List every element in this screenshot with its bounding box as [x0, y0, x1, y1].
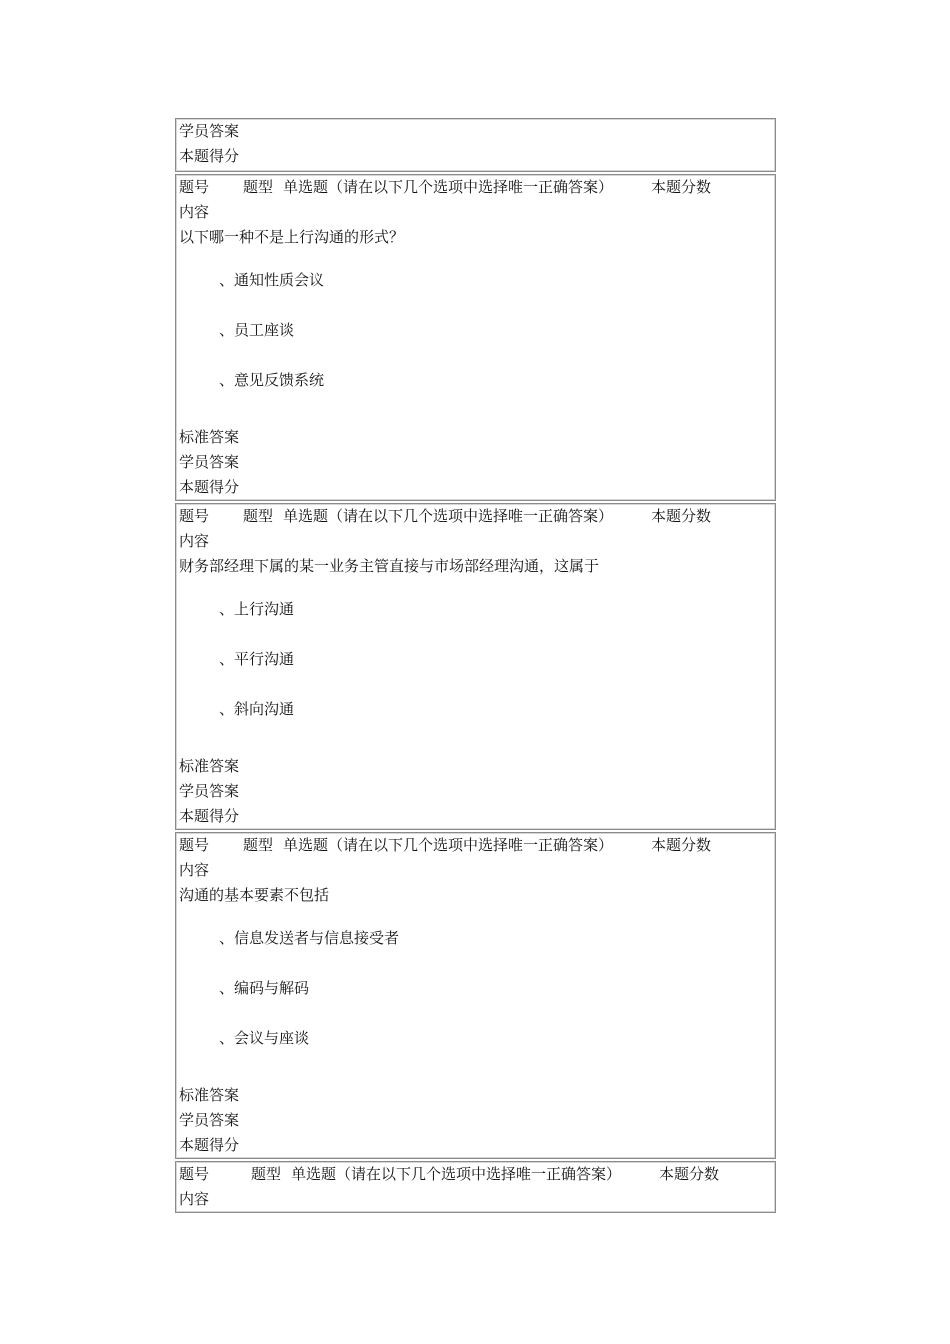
option-3: 、会议与座谈: [219, 1029, 310, 1047]
student-answer-label: 学员答案: [179, 122, 240, 140]
question-type-label: 题型: [251, 1165, 282, 1183]
option-2: 、平行沟通: [219, 650, 295, 668]
option-2: 、员工座谈: [219, 321, 295, 339]
content-label: 内容: [179, 532, 210, 550]
question-header: [179, 1162, 772, 1187]
question-stem: 以下哪一种不是上行沟通的形式？: [179, 228, 405, 246]
exam-sheet: [175, 118, 776, 1215]
score-label: 本题分数: [651, 178, 712, 196]
content-label: 内容: [179, 1190, 210, 1208]
question-score-label: 本题得分: [179, 478, 240, 496]
question-type: 单选题（请在以下几个选项中选择唯一正确答案）: [291, 1165, 622, 1183]
question-block-2: [175, 503, 776, 830]
student-answer-label: 学员答案: [179, 782, 240, 800]
content-label: 内容: [179, 203, 210, 221]
student-answer-label: 学员答案: [179, 453, 240, 471]
question-score-label: 本题得分: [179, 1136, 240, 1154]
question-score-label: 本题得分: [179, 147, 240, 165]
score-label: 本题分数: [651, 507, 712, 525]
option-1: 、通知性质会议: [219, 271, 325, 289]
standard-answer-label: 标准答案: [179, 428, 240, 446]
standard-answer-label: 标准答案: [179, 1086, 240, 1104]
question-type: 单选题（请在以下几个选项中选择唯一正确答案）: [283, 836, 614, 854]
score-label: 本题分数: [659, 1165, 720, 1183]
question-no-label: 题号: [179, 178, 210, 196]
question-block-4: [175, 1161, 776, 1213]
question-type-label: 题型: [243, 507, 274, 525]
option-2: 、编码与解码: [219, 979, 310, 997]
question-no-label: 题号: [179, 507, 210, 525]
previous-question-tail: [175, 118, 776, 172]
question-block-3: [175, 832, 776, 1159]
standard-answer-label: 标准答案: [179, 757, 240, 775]
question-score-label: 本题得分: [179, 807, 240, 825]
question-type-label: 题型: [243, 836, 274, 854]
score-label: 本题分数: [651, 836, 712, 854]
question-type-label: 题型: [243, 178, 274, 196]
content-label: 内容: [179, 861, 210, 879]
option-1: 、信息发送者与信息接受者: [219, 929, 400, 947]
question-header: [179, 175, 772, 200]
question-no-label: 题号: [179, 1165, 210, 1183]
option-3: 、斜向沟通: [219, 700, 295, 718]
question-stem: 沟通的基本要素不包括: [179, 886, 330, 904]
question-no-label: 题号: [179, 836, 210, 854]
question-block-1: [175, 174, 776, 501]
question-stem: 财务部经理下属的某一业务主管直接与市场部经理沟通，这属于: [179, 557, 600, 575]
question-header: [179, 833, 772, 858]
option-1: 、上行沟通: [219, 600, 295, 618]
option-3: 、意见反馈系统: [219, 371, 325, 389]
question-type: 单选题（请在以下几个选项中选择唯一正确答案）: [283, 178, 614, 196]
question-type: 单选题（请在以下几个选项中选择唯一正确答案）: [283, 507, 614, 525]
student-answer-label: 学员答案: [179, 1111, 240, 1129]
question-header: [179, 504, 772, 529]
